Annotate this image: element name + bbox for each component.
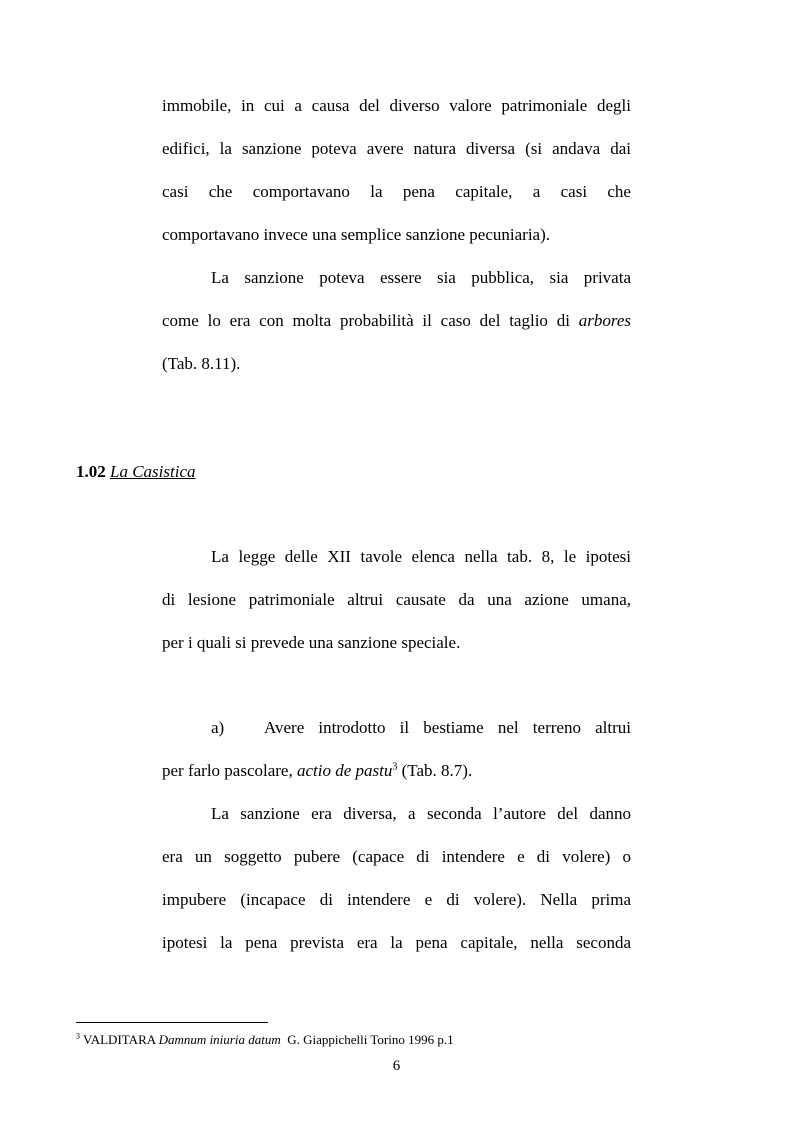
word: a — [532, 182, 541, 201]
body-text: comportavano invece una semplice sanzione pecuniaria). — [162, 225, 550, 244]
word: capitale, — [455, 182, 513, 201]
body-text: come lo era con molta probabilità il caso del taglio di — [162, 311, 579, 330]
page-number: 6 — [392, 1058, 401, 1074]
body-line — [211, 547, 631, 567]
body-line — [264, 718, 631, 738]
body-text: ipotesi la pena prevista era la pena capitale, nella seconda — [162, 933, 631, 952]
latin-term: actio de pastu — [296, 761, 393, 780]
footnote-title: Damnum iniuria datum — [158, 1032, 281, 1047]
word: pena — [402, 182, 435, 201]
body-line — [162, 890, 631, 910]
word: che — [208, 182, 233, 201]
word: casi — [162, 182, 189, 201]
body-line — [162, 225, 550, 245]
body-text: La sanzione poteva essere sia pubblica, sia privata — [211, 268, 631, 287]
section-number: 1.02 — [76, 462, 106, 481]
body-text: per i quali si prevede una sanzione speciale. — [162, 633, 461, 652]
body-text: edifici, la sanzione poteva avere natura diversa (si andava dai — [162, 139, 631, 158]
body-line — [162, 96, 631, 116]
body-line — [162, 761, 472, 781]
section-title: La Casistica — [110, 462, 196, 481]
section-heading — [76, 462, 196, 482]
word: che — [607, 182, 631, 201]
latin-term: arbores — [578, 311, 631, 330]
word: comportavano — [252, 182, 350, 201]
word: casi — [560, 182, 588, 201]
footnote-separator — [76, 1022, 268, 1023]
footnote-author: VALDITARA — [83, 1032, 156, 1047]
footnote-details: G. Giappichelli Torino 1996 p.1 — [280, 1032, 454, 1047]
body-line — [211, 268, 631, 288]
body-text: impubere (incapace di intendere e di volere). Nella prima — [162, 890, 631, 909]
footnote-reference[interactable]: 3 — [392, 761, 398, 773]
word: la — [370, 182, 383, 201]
body-text: (Tab. 8.7). — [397, 761, 473, 780]
body-line — [162, 633, 460, 653]
body-line-justified — [162, 182, 631, 202]
body-text: era un soggetto pubere (capace di intendere e di volere) o — [162, 847, 631, 866]
body-line — [162, 311, 631, 331]
body-line — [211, 804, 631, 824]
body-text: Avere introdotto il bestiame nel terreno altrui — [264, 718, 631, 737]
body-line — [162, 847, 631, 867]
body-line — [162, 139, 631, 159]
body-line — [162, 933, 631, 953]
body-text: La legge delle XII tavole elenca nella tab. 8, le ipotesi — [211, 547, 631, 566]
body-line — [162, 354, 240, 374]
body-text: di lesione patrimoniale altrui causate da una azione umana, — [162, 590, 631, 609]
body-text: immobile, in cui a causa del diverso valore patrimoniale degli — [162, 96, 631, 115]
body-text: (Tab. 8.11). — [162, 354, 241, 373]
body-line — [162, 590, 631, 610]
list-item-label: a) — [211, 718, 225, 737]
body-text: per farlo pascolare, — [162, 761, 297, 780]
footnote-marker: 3 — [76, 1031, 80, 1041]
body-text: La sanzione era diversa, a seconda l’autore del danno — [211, 804, 631, 823]
footnote — [76, 1032, 454, 1048]
